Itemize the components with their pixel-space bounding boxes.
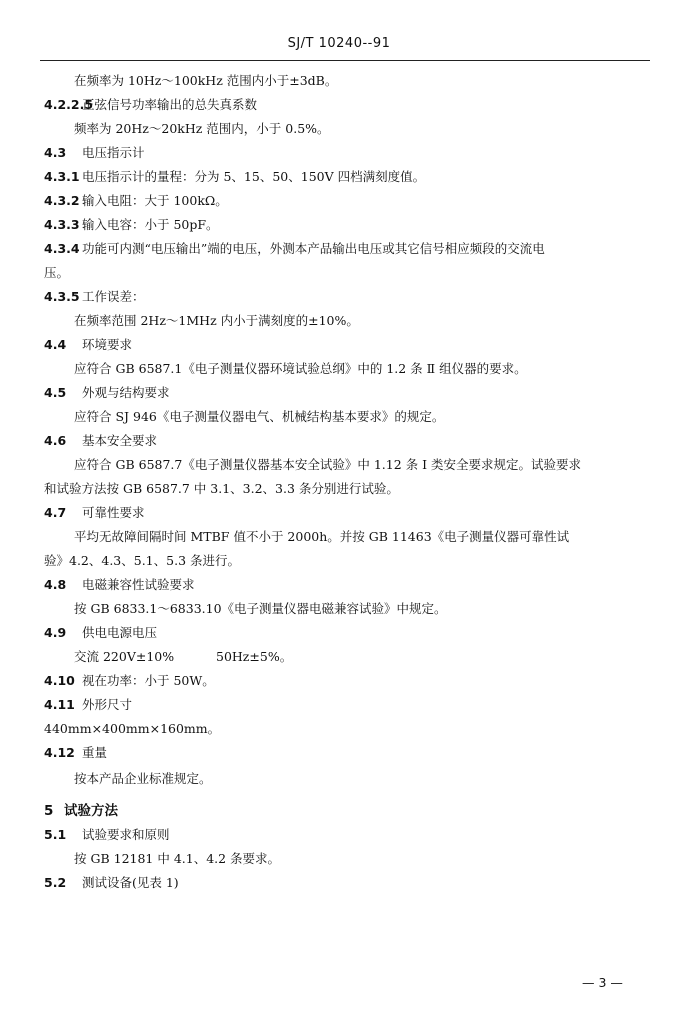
clause-title: 工作误差：: [82, 289, 145, 304]
clause-title: 视在功率：小于 50W。: [82, 673, 215, 688]
clause-title: 重量: [82, 745, 108, 760]
clause-title: 输入电容：小于 50pF。: [82, 217, 219, 232]
clause-text: 频率为 20Hz～20kHz 范围内，小于 0.5%。: [74, 121, 330, 136]
clause-text: 440mm×400mm×160mm。: [44, 721, 221, 736]
clause-number: 4.3.5: [44, 289, 80, 304]
page-number: — 3 —: [582, 975, 623, 990]
clause-number: 4.9: [44, 625, 67, 640]
clause-number: 4.3.3: [44, 217, 80, 232]
clause-number: 5: [44, 803, 54, 819]
clause-text: 交流 220V±10%: [74, 649, 175, 664]
clause-title: 测试设备(见表 1): [82, 875, 179, 890]
clause-title: 基本安全要求: [82, 433, 158, 448]
clause-text-extra: 50Hz±5%。: [216, 649, 293, 664]
clause-title: 正弦信号功率输出的总失真系数: [82, 97, 258, 112]
clause-title: 环境要求: [82, 337, 133, 352]
clause-text: 平均无故障间隔时间 MTBF 值不小于 2000h。并按 GB 11463《电子测量仪器可靠性试: [74, 529, 570, 544]
clause-title: 功能可内测“电压输出”端的电压，外测本产品输出电压或其它信号相应频段的交流电: [82, 241, 545, 256]
clause-number: 4.3.2: [44, 193, 80, 208]
clause-text: 应符合 GB 6587.1《电子测量仪器环境试验总纲》中的 1.2 条 Ⅱ 组仪器的要求。: [74, 361, 527, 376]
clause-text: 按 GB 6833.1～6833.10《电子测量仪器电磁兼容试验》中规定。: [74, 601, 447, 616]
clause-number: 4.5: [44, 385, 67, 400]
clause-title: 试验要求和原则: [82, 827, 170, 842]
clause-text: 按本产品企业标准规定。: [74, 771, 212, 786]
clause-title: 电磁兼容性试验要求: [82, 577, 195, 592]
clause-title: 外观与结构要求: [82, 385, 170, 400]
clause-number: 4.11: [44, 697, 75, 712]
clause-text: 在频率为 10Hz～100kHz 范围内小于±3dB。: [74, 73, 338, 88]
clause-title: 输入电阻：大于 100kΩ。: [82, 193, 228, 208]
clause-number: 4.3: [44, 145, 67, 160]
document-id-header: SJ/T 10240--91: [287, 36, 391, 51]
clause-title: 外形尺寸: [82, 697, 133, 712]
clause-text: 按 GB 12181 中 4.1、4.2 条要求。: [74, 851, 281, 866]
clause-number: 4.10: [44, 673, 75, 688]
clause-number: 4.12: [44, 745, 75, 760]
clause-title: 供电电源电压: [82, 625, 158, 640]
clause-number: 4.8: [44, 577, 67, 592]
clause-text: 和试验方法按 GB 6587.7 中 3.1、3.2、3.3 条分别进行试验。: [44, 481, 399, 496]
clause-title: 可靠性要求: [82, 505, 145, 520]
clause-number: 4.3.1: [44, 169, 80, 184]
clause-title: 电压指示计: [82, 145, 145, 160]
clause-number: 4.3.4: [44, 241, 80, 256]
clause-text: 压。: [44, 265, 70, 280]
clause-text: 验》4.2、4.3、5.1、5.3 条进行。: [44, 553, 240, 568]
clause-text: 应符合 GB 6587.7《电子测量仪器基本安全试验》中 1.12 条 Ⅰ 类安全要求规定。试验要求: [74, 457, 582, 472]
clause-number: 5.2: [44, 875, 67, 890]
clause-title: 试验方法: [64, 803, 118, 819]
clause-text: 应符合 SJ 946《电子测量仪器电气、机械结构基本要求》的规定。: [74, 409, 445, 424]
header-rule: [40, 60, 650, 61]
clause-text: 在频率范围 2Hz～1MHz 内小于满刻度的±10%。: [74, 313, 359, 328]
clause-number: 4.7: [44, 505, 67, 520]
clause-number: 4.4: [44, 337, 67, 352]
clause-title: 电压指示计的量程：分为 5、15、50、150V 四档满刻度值。: [82, 169, 426, 184]
clause-number: 5.1: [44, 827, 67, 842]
clause-number: 4.6: [44, 433, 67, 448]
clause-number: 4.2.2.5: [44, 97, 94, 112]
